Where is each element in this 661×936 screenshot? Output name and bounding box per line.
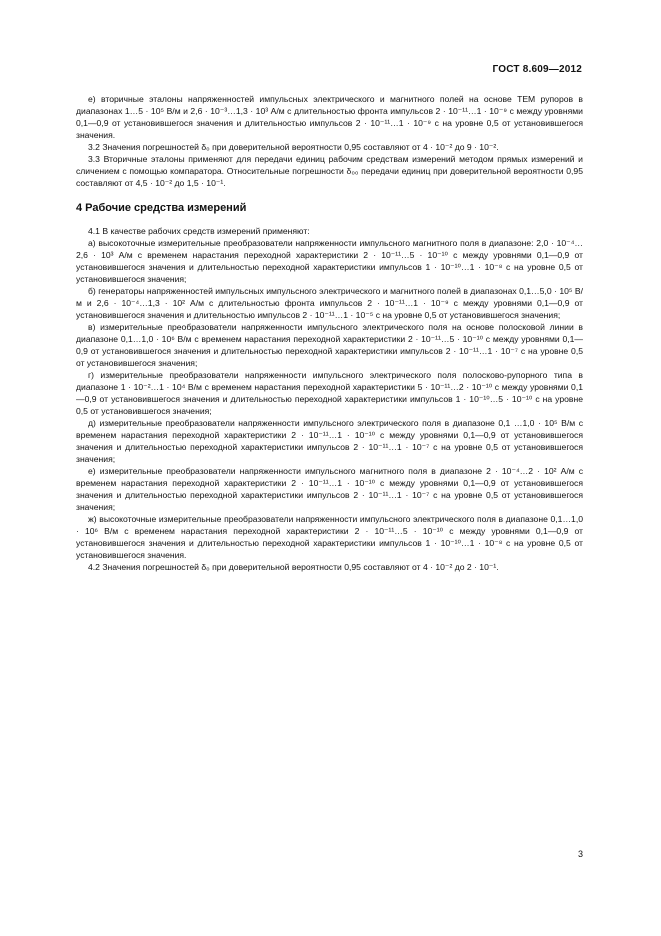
list-item-d: д) измерительные преобразователи напряженности импульсного электрического поля в диапазоне 0,1 …1,0 · 10⁵ В/м с временем нарастания переходной характеристики 2 · 10⁻¹¹…1 · 10⁻¹⁰ с между уровнями 0,1—0,9 от установившегося значения и длительностью переходной характеристики импульсов 2 · 10⁻¹¹…1 · 10⁻⁷ с на уровне 0,5 от установившегося значения; <box>76 418 583 464</box>
list-item-b: б) генераторы напряженностей импульсных импульсного электрического и магнитного полей в диапазонах 0,1…5,0 · 10⁵ В/м и 2,6 · 10⁻⁴…1,3 · 10² А/м с длительностью фронта импульсов 2 · 10⁻¹¹…1 · 10⁻⁹ с между уровнями 0,1—0,9 от установившегося значения и длительностью импульсов 2 · 10⁻¹¹…1 · 10⁻⁵ с на уровне 0,5 от установившегося значения; <box>76 286 583 320</box>
paragraph-3-3: 3.3 Вторичные эталоны применяют для передачи единиц рабочим средствам измерений методом прямых измерений и сличением с помощью компаратора. Относительные погрешности δ₀₀ передачи единиц при доверительной вероятности 0,95 составляют от 4,5 · 10⁻² до 1,5 · 10⁻¹. <box>76 154 583 188</box>
list-item-v: в) измерительные преобразователи напряженности импульсного электрического поля на основе полосковой линии в диапазоне 0,1…1,0 · 10⁶ В/м с временем нарастания переходной характеристики 2 · 10⁻¹¹…5 · 10⁻¹⁰ с между уровнями 0,1—0,9 от установившегося значения и длительностью переходной характеристики импульсов 2 · 10⁻¹¹…1 · 10⁻⁷ с на уровне 0,5 от установившегося значения; <box>76 322 583 368</box>
paragraph-3-2: 3.2 Значения погрешностей δ₀ при доверительной вероятности 0,95 составляют от 4 · 10⁻² до 9 · 10⁻². <box>88 142 499 152</box>
list-item-e: е) измерительные преобразователи напряженности импульсного магнитного поля в диапазоне 2 · 10⁻⁴…2 · 10² А/м с временем нарастания переходной характеристики 2 · 10⁻¹¹…1 · 10⁻¹⁰ с между уровнями 0,1—0,9 от установившегося значения и длительностью переходной характеристики импульсов 2 · 10⁻¹¹…1 · 10⁻⁷ с на уровне 0,5 от установившегося значения; <box>76 466 583 512</box>
list-item-g: г) измерительные преобразователи напряженности импульсного электрического поля полосково-рупорного типа в диапазоне 1 · 10⁻²…1 · 10⁴ В/м с временем нарастания переходной характеристики 5 · 10⁻¹¹…2 · 10⁻¹⁰ с между уровнями 0,1—0,9 от установившегося значения и длительностью переходной характеристики импульсов 1 · 10⁻¹⁰…5 · 10⁻¹⁰ с на уровне 0,5 от установившегося значения; <box>76 370 583 416</box>
page-number: 3 <box>577 849 583 859</box>
document-header: ГОСТ 8.609—2012 <box>492 64 582 75</box>
list-item-zh: ж) высокоточные измерительные преобразователи напряженности импульсного электрического поля в диапазоне 0,1…1,0 · 10⁶ В/м с временем нарастания переходной характеристики 2 · 10⁻¹¹…5 · 10⁻¹⁰ с между уровнями 0,1—0,9 от установившегося значения и длительностью переходной характеристики импульсов 1 · 10⁻¹⁰…1 · 10⁻⁸ с на уровне 0,5 от установившегося значения. <box>76 514 583 560</box>
paragraph-4-2: 4.2 Значения погрешностей δ₀ при доверительной вероятности 0,95 составляют от 4 · 10⁻² до 2 · 10⁻¹. <box>88 562 499 572</box>
section-heading: 4 Рабочие средства измерений <box>76 202 247 214</box>
document-body <box>76 93 583 573</box>
paragraph-3-1-e: е) вторичные эталоны напряженностей импульсных электрического и магнитного полей на основе ТЕМ рупоров в диапазонах 1…5 · 10⁵ В/м и 2,6 · 10⁻³…1,3 · 10³ А/м с длительностью фронта импульсов 2 · 10⁻¹¹…1 · 10⁻⁹ с между уровнями 0,1—0,9 от установившегося значения и длительностью импульсов 2 · 10⁻¹¹…1 · 10⁻⁹ с на уровне 0,5 от установившегося значения. <box>76 94 583 140</box>
paragraph-4-1: 4.1 В качестве рабочих средств измерений применяют: <box>88 226 310 236</box>
list-item-a: а) высокоточные измерительные преобразователи напряженности импульсного магнитного поля в диапазоне: 2,0 · 10⁻⁴…2,6 · 10³ А/м с временем нарастания переходной характеристики 2 · 10⁻¹¹…5 · 10⁻¹⁰ с между уровнями 0,1—0,9 от установившегося значения и длительностью переходной характеристики импульсов 1 · 10⁻¹⁰…1 · 10⁻⁸ с на уровне 0,5 от установившегося значения; <box>76 238 583 284</box>
